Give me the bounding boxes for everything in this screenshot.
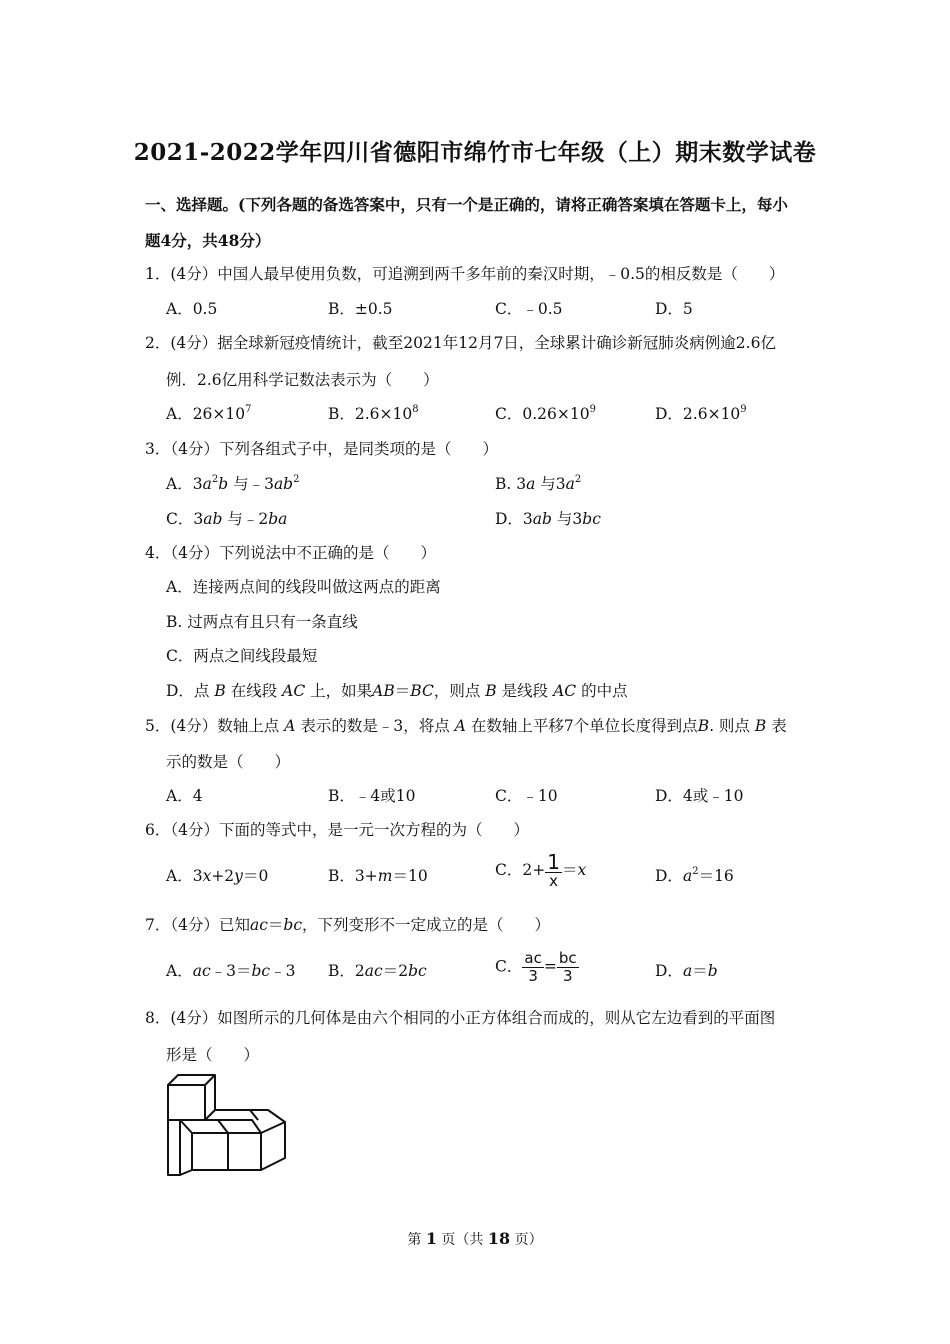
- q7-option-b: B．2ac＝2bc: [328, 962, 427, 980]
- q1-option-d: D．5: [655, 300, 693, 318]
- q7-option-a: A．ac﹣3＝bc﹣3: [166, 962, 296, 980]
- q6-option-c: C．2+ $\frac{1}{x}$ ＝x: [495, 850, 587, 890]
- q6-option-b: B．3+m＝10: [328, 867, 428, 885]
- question-7: 7．（4分）已知ac＝bc，下列变形不一定成立的是（ ）: [145, 916, 551, 934]
- q1-option-a: A．0.5: [166, 300, 218, 318]
- q7-c-fraction-left: $\frac{ac}{3}$: [524, 949, 542, 985]
- question-1: 1．(4分）中国人最早使用负数，可追溯到两千多年前的秦汉时期，﹣0.5的相反数是（ ）: [145, 265, 785, 283]
- q4-option-d: D．点 B 在线段 AC 上，如果AB＝BC，则点 B 是线段 AC 的中点: [166, 682, 628, 700]
- q7-option-d: D．a＝b: [655, 962, 718, 980]
- q3-option-c: C．3ab 与﹣2ba: [166, 510, 288, 528]
- q1-option-b: B．±0.5: [328, 300, 393, 318]
- q2-option-d: D．$2.6\times 10^9$: [655, 404, 747, 423]
- cube-bottom-2: [228, 1133, 261, 1170]
- q7-c-fraction-right: $\frac{bc}{3}$: [558, 949, 577, 985]
- q5-option-c: C．﹣10: [495, 787, 558, 805]
- question-5-line2: 示的数是（ ）: [166, 753, 291, 771]
- q1-option-c: C．﹣0.5: [495, 300, 563, 318]
- q7-option-c: C． $\frac{ac}{3}$ = $\frac{bc}{3}$: [495, 949, 577, 985]
- page-footer: 第 1 页（共 18 页）: [407, 1229, 543, 1248]
- q3-option-a: A．$3a^2b$ 与$﹣3ab^2$: [166, 474, 300, 493]
- question-5-line1: 5．(4分）数轴上点 A 表示的数是﹣3，将点 A 在数轴上平移7个单位长度得到点B. 则点 B 表: [145, 717, 787, 735]
- q2-option-b: B．$2.6\times 10^8$: [328, 404, 419, 423]
- q6-option-a: A．3x+2y＝0: [166, 867, 269, 885]
- question-2-line2: 例．2.6亿用科学记数法表示为（ ）: [166, 371, 439, 389]
- question-3: 3．（4分）下列各组式子中，是同类项的是（ ）: [145, 440, 498, 458]
- section-heading-line1: 一、选择题。(下列各题的备选答案中，只有一个是正确的，请将正确答案填在答题卡上，每小: [145, 195, 788, 214]
- q6-option-d: D．$a^2=16$: [655, 866, 734, 885]
- cube-top-front: [168, 1085, 205, 1120]
- q3-option-b: B. 3a 与$3a^2$: [495, 474, 582, 493]
- section-heading-line2: 题4分，共48分）: [145, 231, 271, 250]
- question-8-line2: 形是（ ）: [166, 1046, 260, 1064]
- q6-c-fraction: $\frac{1}{x}$: [547, 850, 560, 890]
- q5-option-b: B．﹣4或10: [328, 787, 416, 805]
- q5-option-d: D．4或﹣10: [655, 787, 744, 805]
- q4-option-b: B. 过两点有且只有一条直线: [166, 613, 358, 631]
- q2-option-c: C．$0.26\times 10^9$: [495, 404, 596, 423]
- page-title: 2021-2022学年四川省德阳市绵竹市七年级（上）期末数学试卷: [133, 139, 817, 166]
- question-2-line1: 2．(4分）据全球新冠疫情统计，截至2021年12月7日，全球累计确诊新冠肺炎病例逾2.6亿: [145, 334, 776, 352]
- q4-option-a: A．连接两点间的线段叫做这两点的距离: [166, 578, 441, 596]
- q2-option-a: A．$26\times 10^7$: [166, 404, 252, 423]
- question-8-line1: 8．(4分）如图所示的几何体是由六个相同的小正方体组合而成的，则从它左边看到的平面图: [145, 1009, 776, 1027]
- cube-top-edges: [168, 1075, 215, 1120]
- cube-left-side: [168, 1120, 180, 1175]
- question-4: 4．（4分）下列说法中不正确的是（ ）: [145, 544, 436, 562]
- q3-option-d: D．3ab 与3bc: [495, 510, 601, 528]
- cube-row-edges: [168, 1120, 261, 1175]
- q4-option-c: C．两点之间线段最短: [166, 647, 318, 665]
- cube-bottom-1: [192, 1133, 228, 1170]
- q5-option-a: A．4: [166, 787, 203, 805]
- question-6: 6．（4分）下面的等式中，是一元一次方程的为（ ）: [145, 821, 529, 839]
- cube-stack-figure: [160, 1070, 295, 1180]
